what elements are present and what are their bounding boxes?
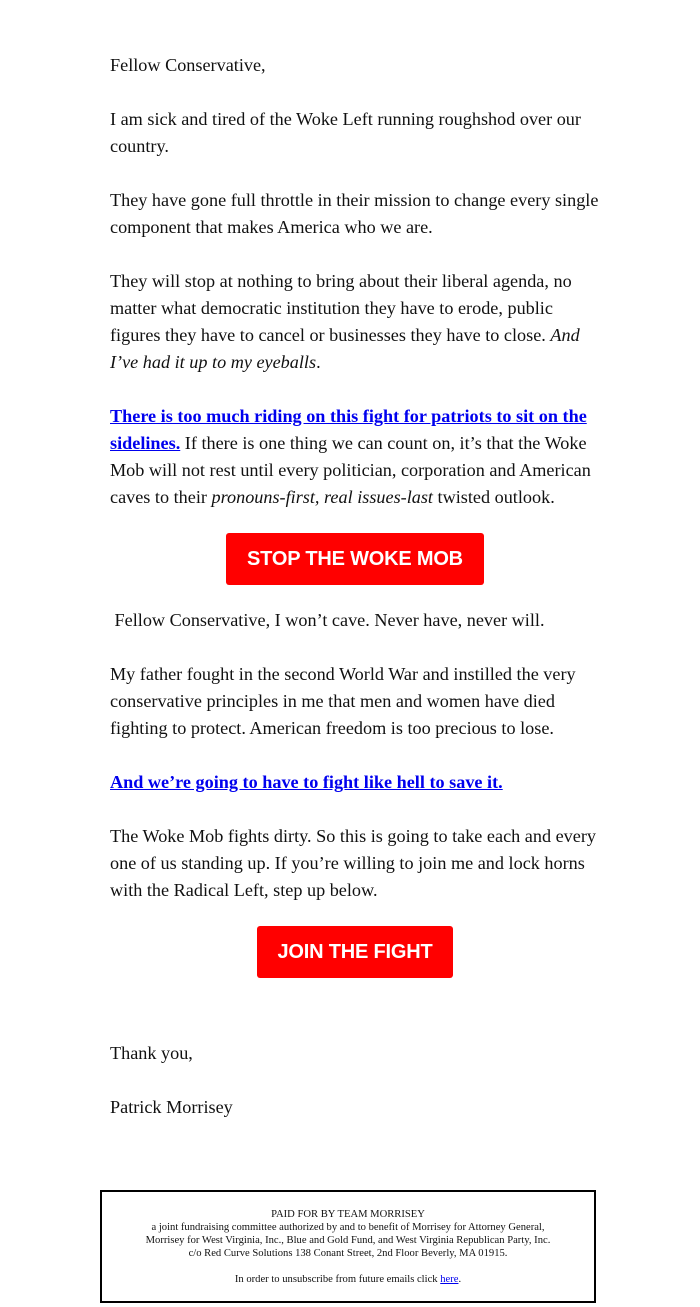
fight-like-hell-link[interactable]: And we’re going to have to fight like hell to save it. bbox=[110, 772, 503, 792]
paragraph-3-italic: And I’ve had it up to my eyeballs bbox=[110, 325, 580, 372]
unsubscribe-link[interactable]: here bbox=[440, 1274, 459, 1285]
paragraph-3-text: They will stop at nothing to bring about their liberal agenda, no matter what democratic institution they have to erode, public figures they have to cancel or businesses they have to close. bbox=[110, 271, 572, 345]
paragraph-4-text: If there is one thing we can count on, it’s that the Woke Mob will not rest until every politician, corporation and American caves to their bbox=[110, 433, 591, 507]
disclaimer-box bbox=[100, 1190, 596, 1303]
disclaimer-line-2: a joint fundraising committee authorized by and to benefit of Morrisey for Attorney General, bbox=[151, 1222, 545, 1233]
paragraph-8: The Woke Mob fights dirty. So this is going to take each and every one of us standing up. If you’re willing to join me and lock horns with the Radical Left, step up below. bbox=[110, 826, 596, 900]
paragraph-1: I am sick and tired of the Woke Left running roughshod over our country. bbox=[110, 109, 581, 156]
footer-spacer bbox=[102, 1260, 594, 1273]
spacer bbox=[110, 1000, 600, 1040]
signature: Patrick Morrisey bbox=[110, 1097, 233, 1117]
paragraph-3 bbox=[110, 268, 600, 376]
paragraph-6: My father fought in the second World War and instilled the very conservative principles in me that men and women have died fighting to protect. American freedom is too precious to lose. bbox=[110, 664, 576, 738]
paragraph-3-end: . bbox=[316, 352, 321, 372]
paragraph-4-italic: pronouns-first, real issues-last bbox=[211, 487, 433, 507]
disclaimer-line-3: Morrisey for West Virginia, Inc., Blue and Gold Fund, and West Virginia Republican Party, Inc. bbox=[145, 1235, 551, 1246]
email-body bbox=[110, 52, 600, 1148]
paid-for-line: PAID FOR BY TEAM MORRISEY bbox=[271, 1209, 425, 1220]
join-the-fight-button[interactable]: JOIN THE FIGHT bbox=[257, 926, 454, 978]
paragraph-5: Fellow Conservative, I won’t cave. Never have, never will. bbox=[110, 610, 545, 630]
paragraph-4-end: twisted outlook. bbox=[432, 487, 555, 507]
disclaimer-line-4: c/o Red Curve Solutions 138 Conant Street, 2nd Floor Beverly, MA 01915. bbox=[188, 1248, 508, 1259]
unsubscribe-end: . bbox=[458, 1274, 462, 1285]
paragraph-4 bbox=[110, 403, 600, 511]
button-1-wrap bbox=[110, 533, 600, 585]
button-2-wrap bbox=[110, 926, 600, 978]
paragraph-7 bbox=[110, 769, 600, 796]
paragraph-2: They have gone full throttle in their mission to change every single component that makes America who we are. bbox=[110, 190, 599, 237]
signoff: Thank you, bbox=[110, 1043, 193, 1063]
greeting: Fellow Conservative, bbox=[110, 55, 266, 75]
unsubscribe-line bbox=[102, 1273, 594, 1286]
stop-the-woke-mob-button[interactable]: STOP THE WOKE MOB bbox=[226, 533, 484, 585]
unsubscribe-text: In order to unsubscribe from future emails click bbox=[234, 1274, 441, 1285]
riding-on-fight-link[interactable]: There is too much riding on this fight for patriots to sit on the sidelines. bbox=[110, 406, 587, 453]
